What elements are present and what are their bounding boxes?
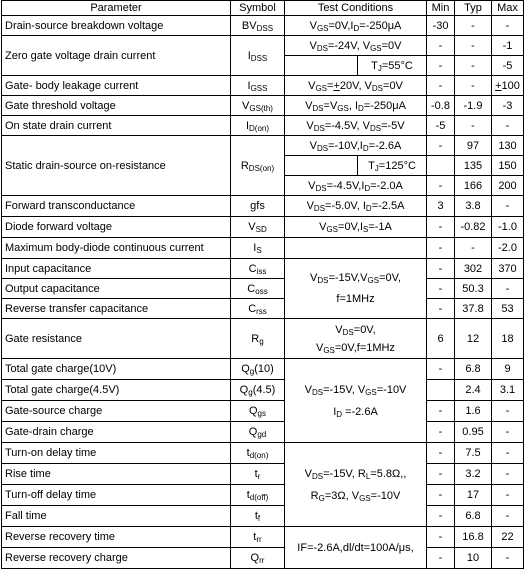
min-cell: - bbox=[427, 76, 455, 96]
param-cell: Total gate charge(4.5V) bbox=[2, 380, 231, 401]
min-cell: - bbox=[427, 506, 455, 527]
symbol-cell: $t_f$ bbox=[231, 506, 285, 527]
param-cell: Output capacitance bbox=[2, 279, 231, 299]
symbol-cell: $t_{d(off)}$ bbox=[231, 485, 285, 506]
symbol-cell: $I_{DSS}$ bbox=[231, 36, 285, 76]
table-row bbox=[2, 136, 524, 156]
param-cell: Forward transconductance bbox=[2, 196, 231, 217]
conditions-blank bbox=[285, 156, 358, 176]
min-cell bbox=[427, 380, 455, 401]
table-row bbox=[2, 76, 524, 96]
typ-cell: 135 bbox=[455, 156, 492, 176]
max-cell: -1.0 bbox=[492, 217, 524, 238]
conditions-cell: $V_{DS}=-15V$, $R_L=5.8\Omega$,, $R_G=3\Omega$, $V_{GS}=-10V$ bbox=[285, 443, 427, 527]
conditions-cell: $V_{GS}=+20V$, $V_{DS}=0V$ bbox=[285, 76, 427, 96]
typ-cell: 6.8 bbox=[455, 359, 492, 380]
max-cell: - bbox=[492, 16, 524, 36]
symbol-cell: $t_{d(on)}$ bbox=[231, 443, 285, 464]
max-cell: 370 bbox=[492, 259, 524, 279]
table-row bbox=[2, 217, 524, 238]
param-cell: Input capacitance bbox=[2, 259, 231, 279]
table-row bbox=[2, 196, 524, 217]
max-cell: - bbox=[492, 485, 524, 506]
max-cell: 22 bbox=[492, 527, 524, 548]
min-cell: - bbox=[427, 443, 455, 464]
max-cell: - bbox=[492, 401, 524, 422]
param-cell: Turn-off delay time bbox=[2, 485, 231, 506]
param-cell: Gate resistance bbox=[2, 319, 231, 359]
typ-cell: 3.8 bbox=[455, 196, 492, 217]
table-row bbox=[2, 527, 524, 548]
min-cell: - bbox=[427, 401, 455, 422]
min-cell: -5 bbox=[427, 116, 455, 136]
min-cell: - bbox=[427, 299, 455, 319]
table-row bbox=[2, 359, 524, 380]
conditions-cell: $V_{DS}=-24V$, $V_{GS}=0V$ bbox=[285, 36, 427, 56]
symbol-cell: $R_{DS(on)}$ bbox=[231, 136, 285, 196]
max-cell: -1 bbox=[492, 36, 524, 56]
param-cell: Gate-drain charge bbox=[2, 422, 231, 443]
table-row bbox=[2, 279, 524, 299]
param-cell: Gate- body leakage current bbox=[2, 76, 231, 96]
typ-cell: 50.3 bbox=[455, 279, 492, 299]
max-cell: 3.1 bbox=[492, 380, 524, 401]
max-cell: -3 bbox=[492, 96, 524, 116]
table-row bbox=[2, 319, 524, 359]
table-row bbox=[2, 16, 524, 36]
min-cell bbox=[427, 156, 455, 176]
typ-cell: - bbox=[455, 238, 492, 259]
typ-cell: 2.4 bbox=[455, 380, 492, 401]
param-cell: On state drain current bbox=[2, 116, 231, 136]
table-row bbox=[2, 443, 524, 464]
conditions-cell: $V_{GS}=0V,I_D=-250\mu A$ bbox=[285, 16, 427, 36]
param-cell: Total gate charge(10V) bbox=[2, 359, 231, 380]
table-row bbox=[2, 548, 524, 569]
max-cell: - bbox=[492, 443, 524, 464]
param-cell: Zero gate voltage drain current bbox=[2, 36, 231, 76]
typ-cell: 0.95 bbox=[455, 422, 492, 443]
param-cell: Fall time bbox=[2, 506, 231, 527]
param-cell: Reverse recovery time bbox=[2, 527, 231, 548]
symbol-cell: $Q_{gs}$ bbox=[231, 401, 285, 422]
symbol-cell: gfs bbox=[231, 196, 285, 217]
max-cell: -5 bbox=[492, 56, 524, 76]
conditions-cell: $V_{DS}=0V$, $V_{GS}=0V,f=1MHz$ bbox=[285, 319, 427, 359]
min-cell: 3 bbox=[427, 196, 455, 217]
param-cell: Gate threshold voltage bbox=[2, 96, 231, 116]
max-cell: - bbox=[492, 196, 524, 217]
min-cell: -30 bbox=[427, 16, 455, 36]
header-symbol: Symbol bbox=[231, 1, 285, 16]
table-row bbox=[2, 380, 524, 401]
table-row bbox=[2, 36, 524, 56]
typ-cell: -0.82 bbox=[455, 217, 492, 238]
typ-cell: 302 bbox=[455, 259, 492, 279]
conditions-cell: $V_{DS}=-5.0V$, $I_D=-2.5A$ bbox=[285, 196, 427, 217]
conditions-cell: $T_J=125^\circ C$ bbox=[358, 156, 427, 176]
typ-cell: - bbox=[455, 76, 492, 96]
max-cell: 150 bbox=[492, 156, 524, 176]
conditions-cell: $V_{GS}=0V,I_S=-1A$ bbox=[285, 217, 427, 238]
header-min: Min bbox=[427, 1, 455, 16]
min-cell: - bbox=[427, 217, 455, 238]
param-cell: Reverse recovery charge bbox=[2, 548, 231, 569]
min-cell: - bbox=[427, 36, 455, 56]
param-cell: Drain-source breakdown voltage bbox=[2, 16, 231, 36]
typ-cell: 16.8 bbox=[455, 527, 492, 548]
table-row bbox=[2, 422, 524, 443]
min-cell: - bbox=[427, 176, 455, 196]
param-cell: Turn-on delay time bbox=[2, 443, 231, 464]
param-cell: Reverse transfer capacitance bbox=[2, 299, 231, 319]
min-cell: - bbox=[427, 136, 455, 156]
min-cell: - bbox=[427, 548, 455, 569]
conditions-cell: $T_J=55^\circ C$ bbox=[358, 56, 427, 76]
typ-cell: 7.5 bbox=[455, 443, 492, 464]
max-cell: 200 bbox=[492, 176, 524, 196]
symbol-cell: $V_{SD}$ bbox=[231, 217, 285, 238]
conditions-cell: IF=-2.6A,dl/dt=100A/μs, bbox=[285, 527, 427, 569]
max-cell: +100 bbox=[492, 76, 524, 96]
symbol-cell: $I_{D(on)}$ bbox=[231, 116, 285, 136]
conditions-blank bbox=[285, 56, 358, 76]
symbol-cell: $I_S$ bbox=[231, 238, 285, 259]
typ-cell: 10 bbox=[455, 548, 492, 569]
symbol-cell: $Q_g(10)$ bbox=[231, 359, 285, 380]
max-cell: - bbox=[492, 279, 524, 299]
param-cell: Maximum body-diode continuous current bbox=[2, 238, 231, 259]
header-typ: Typ bbox=[455, 1, 492, 16]
typ-cell: 37.8 bbox=[455, 299, 492, 319]
symbol-cell: $C_{rss}$ bbox=[231, 299, 285, 319]
min-cell: 6 bbox=[427, 319, 455, 359]
typ-cell: - bbox=[455, 16, 492, 36]
table-row bbox=[2, 464, 524, 485]
symbol-cell: $BV_{DSS}$ bbox=[231, 16, 285, 36]
table-row bbox=[2, 116, 524, 136]
symbol-cell: $I_{GSS}$ bbox=[231, 76, 285, 96]
table-row bbox=[2, 506, 524, 527]
typ-cell: -1.9 bbox=[455, 96, 492, 116]
param-cell: Gate-source charge bbox=[2, 401, 231, 422]
symbol-cell: $Q_{rr}$ bbox=[231, 548, 285, 569]
param-cell: Diode forward voltage bbox=[2, 217, 231, 238]
min-cell: - bbox=[427, 279, 455, 299]
param-cell: Static drain-source on-resistance bbox=[2, 136, 231, 196]
table-row bbox=[2, 238, 524, 259]
conditions-cell bbox=[285, 238, 427, 259]
conditions-cell: $V_{DS}=-4.5V$, $V_{DS}=-5V$ bbox=[285, 116, 427, 136]
symbol-cell: $R_g$ bbox=[231, 319, 285, 359]
typ-cell: 1.6 bbox=[455, 401, 492, 422]
symbol-cell: $t_r$ bbox=[231, 464, 285, 485]
electrical-characteristics-table bbox=[1, 0, 524, 569]
typ-cell: 3.2 bbox=[455, 464, 492, 485]
max-cell: - bbox=[492, 422, 524, 443]
min-cell: - bbox=[427, 422, 455, 443]
symbol-cell: $t_{rr}$ bbox=[231, 527, 285, 548]
max-cell: - bbox=[492, 464, 524, 485]
table-row bbox=[2, 485, 524, 506]
typ-cell: 17 bbox=[455, 485, 492, 506]
conditions-cell: $V_{DS}=-15V$, $V_{GS}=-10V$ $I_D =-2.6A$ bbox=[285, 359, 427, 443]
table-row bbox=[2, 96, 524, 116]
param-cell: Rise time bbox=[2, 464, 231, 485]
min-cell: - bbox=[427, 56, 455, 76]
typ-cell: 166 bbox=[455, 176, 492, 196]
conditions-cell: $V_{DS}=V_{GS}$, $I_D=-250\mu A$ bbox=[285, 96, 427, 116]
table-row bbox=[2, 401, 524, 422]
max-cell: 53 bbox=[492, 299, 524, 319]
header-test-conditions: Test Conditions bbox=[285, 1, 427, 16]
conditions-cell: $V_{DS}=-4.5V,I_D=-2.0A$ bbox=[285, 176, 427, 196]
symbol-cell: $C_{iss}$ bbox=[231, 259, 285, 279]
conditions-cell: $V_{DS}=-10V,I_D=-2.6A$ bbox=[285, 136, 427, 156]
symbol-cell: $Q_{gd}$ bbox=[231, 422, 285, 443]
min-cell: - bbox=[427, 259, 455, 279]
conditions-cell: $V_{DS}=-15V,V_{GS}=0V$, f=1MHz bbox=[285, 259, 427, 319]
typ-cell: 6.8 bbox=[455, 506, 492, 527]
typ-cell: 12 bbox=[455, 319, 492, 359]
min-cell: - bbox=[427, 527, 455, 548]
min-cell: -0.8 bbox=[427, 96, 455, 116]
table-row bbox=[2, 299, 524, 319]
max-cell: - bbox=[492, 548, 524, 569]
typ-cell: - bbox=[455, 56, 492, 76]
table-row bbox=[2, 259, 524, 279]
symbol-cell: $C_{oss}$ bbox=[231, 279, 285, 299]
typ-cell: - bbox=[455, 36, 492, 56]
min-cell: - bbox=[427, 464, 455, 485]
max-cell: - bbox=[492, 116, 524, 136]
max-cell: -2.0 bbox=[492, 238, 524, 259]
min-cell: - bbox=[427, 485, 455, 506]
min-cell: - bbox=[427, 359, 455, 380]
max-cell: 18 bbox=[492, 319, 524, 359]
typ-cell: - bbox=[455, 116, 492, 136]
header-max: Max bbox=[492, 1, 524, 16]
symbol-cell: $Q_g(4.5)$ bbox=[231, 380, 285, 401]
typ-cell: 97 bbox=[455, 136, 492, 156]
max-cell: 130 bbox=[492, 136, 524, 156]
symbol-cell: $V_{GS(th)}$ bbox=[231, 96, 285, 116]
max-cell: - bbox=[492, 506, 524, 527]
max-cell: 9 bbox=[492, 359, 524, 380]
min-cell: - bbox=[427, 238, 455, 259]
header-parameter: Parameter bbox=[2, 1, 231, 16]
